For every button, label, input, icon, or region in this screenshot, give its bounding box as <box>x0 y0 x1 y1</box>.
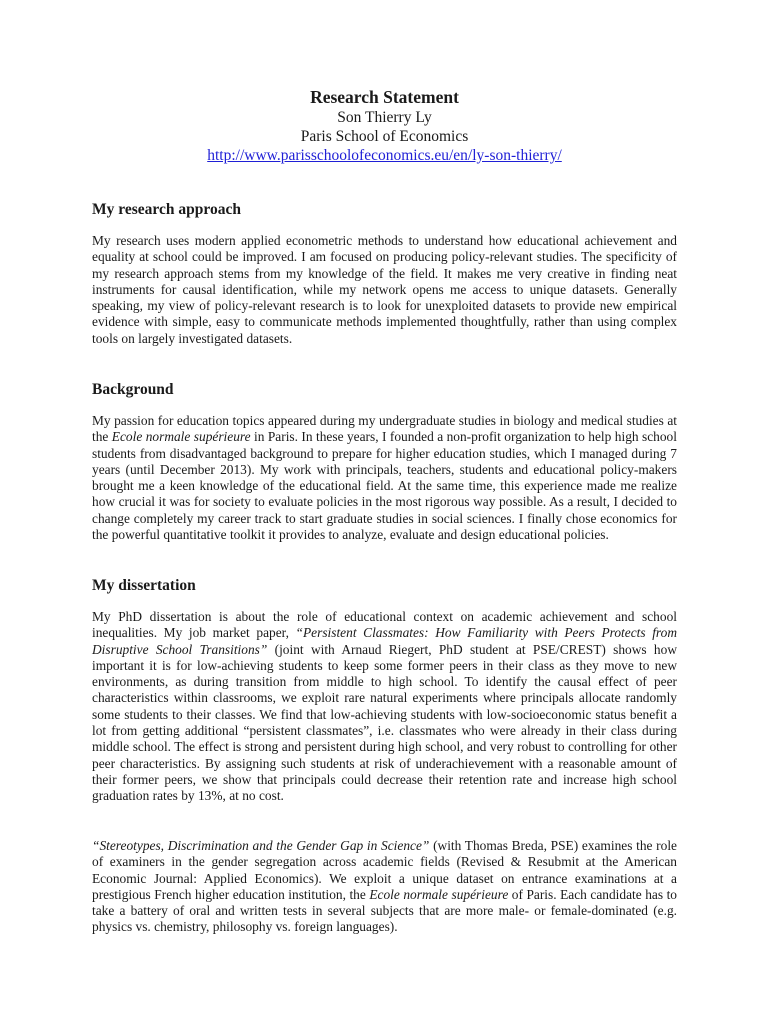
job-market-paper-title: “Persistent Classmates: How Familiarity with Peers Protects from Disruptive School Transitions” <box>92 625 677 657</box>
dissertation-text-b: (joint with Arnaud Riegert, PhD student at PSE/CREST) shows how important it is for low-achieving students to keep some former peers in their class as they move to new environments, as during transition from middle to high school. To identify the causal effect of peer characteristics within classrooms, we exploit rare natural experiments where principals allocate randomly some students to their classes. We find that low-achieving students with low-socioeconomic status benefit a lot from getting additional “persistent classmates”, i.e. classmates who were already in their class during middle school. The effect is strong and persistent during high school, and very robust to controlling for other peer characteristics. By assigning such students at risk of underachievement with a reasonable amount of their former peers, we show that principals could decrease their retention rate and increase high school graduation rates by 13%, at no cost. <box>92 641 677 804</box>
section-heading-research-approach: My research approach <box>92 201 241 218</box>
stereotypes-institution: Ecole normale supérieure <box>369 886 509 902</box>
section-heading-dissertation: My dissertation <box>92 577 196 594</box>
background-text-a: My passion for education topics appeared during my undergraduate studies in biology and medical studies at the <box>92 413 677 445</box>
document-title: Research Statement <box>310 87 459 107</box>
author-name: Son Thierry Ly <box>337 109 432 126</box>
stereotypes-text-b: of Paris. Each candidate has to take a battery of oral and written tests in several subjects that are more male- or female-dominated (e.g. physics vs. chemistry, philosophy vs. foreign languages). <box>92 886 677 935</box>
research-approach-paragraph: My research uses modern applied econometric methods to understand how educational achievement and equality at school could be improved. I am focused on producing policy-relevant studies. The specificity of my research approach stems from my knowledge of the field. It makes me very creative in finding neat instruments for causal identification, while my network opens me access to unique datasets. Generally speaking, my view of policy-relevant research is to look for unexploited datasets to provide new empirical evidence with simple, easy to communicate methods implemented thoughtfully, rather than using complex tools on largely investigated datasets. <box>92 233 677 346</box>
stereotypes-paper-title: “Stereotypes, Discrimination and the Gender Gap in Science” <box>92 838 430 853</box>
dissertation-paragraph-1 <box>92 609 677 805</box>
section-heading-background: Background <box>92 381 174 398</box>
background-text-b: in Paris. In these years, I founded a non-profit organization to help high school students from disadvantaged background to prepare for higher education studies, which I managed during 7 years (until December 2013). My work with principals, teachers, students and educational policy-makers brought me a keen knowledge of the educational field. At the same time, this experience made me realize how crucial it was for society to evaluate policies in the most rigorous way possible. As a result, I decided to change completely my career track to start graduate studies in social sciences. I finally chose economics for the powerful quantitative toolkit it provides to analyze, evaluate and design educational policies. <box>92 429 677 543</box>
background-institution: Ecole normale supérieure <box>111 429 251 445</box>
background-paragraph <box>92 413 677 543</box>
affiliation: Paris School of Economics <box>300 128 469 145</box>
stereotypes-text-a: (with Thomas Breda, PSE) examines the role of examiners in the gender segregation across academic fields (Revised & Resubmit at the American Economic Journal: Applied Economics). We exploit a unique dataset on entrance examinations at a prestigious French higher education institution, the <box>92 838 677 902</box>
profile-link[interactable]: http://www.parisschoolofeconomics.eu/en/ly-son-thierry/ <box>207 147 562 164</box>
dissertation-paragraph-2 <box>92 838 677 936</box>
dissertation-text-a: My PhD dissertation is about the role of educational context on academic achievement and school inequalities. My job market paper, <box>92 609 677 641</box>
profile-url <box>92 146 677 166</box>
